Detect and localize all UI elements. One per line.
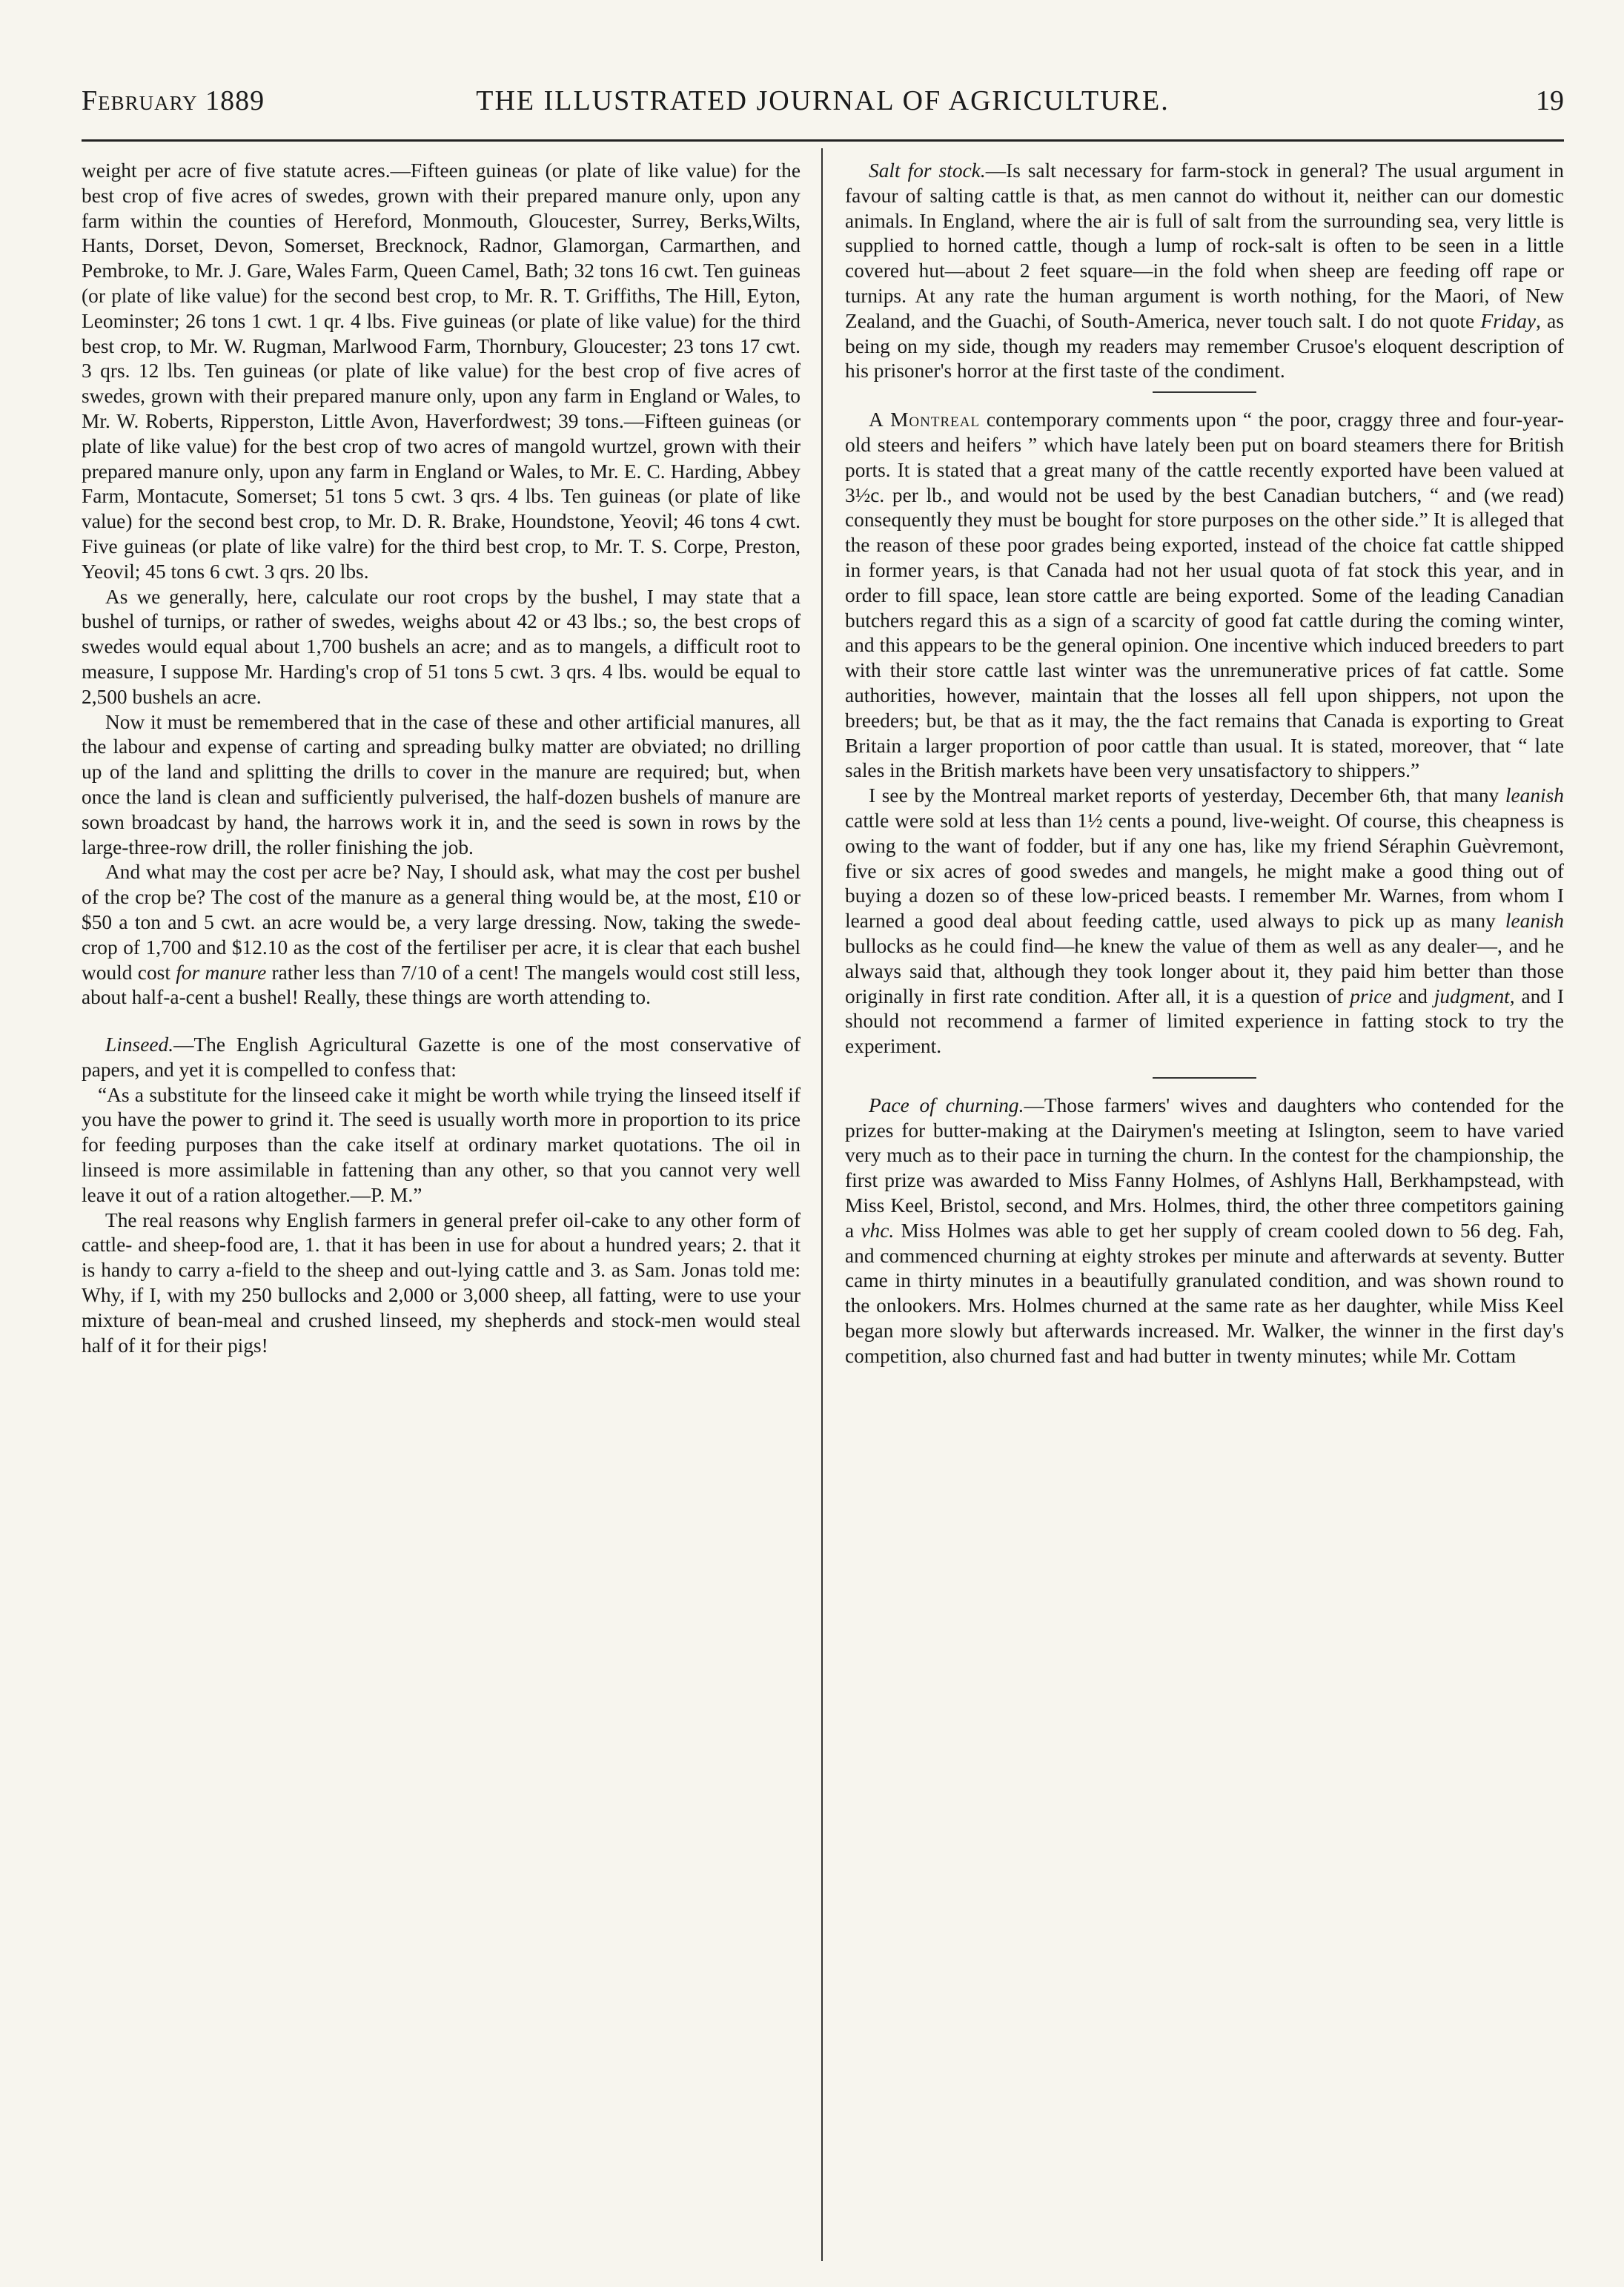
market-text-d: and [1391,984,1434,1007]
salt-text-b: , as being on my side, though my readers may remember Crusoe's eloquent description of his prisoner's horror at the first taste of the condiment. [845,309,1564,383]
header-date: February 1889 [82,85,265,116]
column-divider [821,148,823,2261]
cost-text-a: And what may the cost per acre be? Nay, I should ask, what may the cost per bushel of the crop be? The cost of the manure as a general thing would be, at the most, £10 or $50 a ton and 5 cwt. an acre would be, a very large dressing. Now, taking the swede-crop of 1,700 and $12.10 as the cost of the fertiliser per acre, it is clear that each bushel would cost [82,861,801,984]
page-number: 19 [1536,85,1564,116]
cost-emphasis: for manure [176,961,267,984]
churning-text-b: Miss Holmes was able to get her supply of cream cooled down to 56 deg. Fah, and commenced churning at eighty strokes per minute and afterwards at seventy. Butter came in thirty minutes in a beautifully granulated condition, and was shown round to the onlookers. Mrs. Holmes churned at the same rate as her daughter, while Miss Keel began more slowly but afterwards increased. Mr. Walker, the winner in the first day's competition, also churned fast and had butter in twenty minutes; while Mr. Cottam [845,1219,1564,1367]
market-emphasis-1: leanish [1505,784,1564,807]
section-separator [1153,391,1256,393]
market-text-e: , and I should not recommend a farmer of limited experience in fatting stock to try the experiment. [845,984,1564,1058]
linseed-quote: “As a substitute for the linseed cake it might be worth while trying the linseed itself if you have the power to grind it. The seed is usually worth more in proportion to its price for feeding purposes than the cake itself at ordinary market quotations. The oil in linseed is more assimilable in fattening than any other, so that you cannot very well leave it out of a ration altogether.—P. M.” [82,1083,801,1206]
linseed-paragraph [82,1033,801,1083]
churning-heading: Pace of churning. [869,1093,1024,1116]
salt-paragraph [845,159,1564,384]
cost-text-b: rather less than 7/10 of a cent! The mangels would cost still less, about half-a-cent a bushel! Really, these things are worth attending to. [82,961,801,1009]
churning-emphasis: vhc. [861,1219,895,1242]
linseed-text: —The English Agricultural Gazette is one of the most conservative of papers, and yet it is compelled to confess that: [82,1033,801,1081]
salt-text-a: —Is salt necessary for farm-stock in general? The usual argument in favour of salting cattle is that, as men cannot do without it, neither can our domestic animals. In England, where the air is full of salt from the surrounding sea, very little is supplied to horned cattle, though a lump of rock-salt is often to be seen in a little covered hut—about 2 feet square—in the fold when sheep are feeding off rape or turnips. At any rate the human argument is worth nothing, for the Maori, of New Zealand, and the Guachi, of South-America, never touch salt. I do not quote [845,159,1565,332]
churning-text-a: —Those farmers' wives and daughters who contended for the prizes for butter-making at the Dairymen's meeting at Islington, seem to have varied very much as to their pace in turning the churn. In the contest for the championship, the first prize was awarded to Miss Fanny Holmes, of Ashlyns Hall, Berkhampstead, with Miss Keel, Bristol, second, and Mrs. Holmes, third, the other three competitors gaining a [845,1093,1564,1242]
header-rule [82,139,1564,142]
churning-paragraph [845,1093,1564,1369]
market-emphasis-2: leanish [1505,910,1564,933]
montreal-lead: A Montreal [869,408,981,431]
journal-page [82,71,1564,2266]
bushel-paragraph: As we generally, here, calculate our root crops by the bushel, I may state that a bushel of turnips, or rather of swedes, weighs about 42 or 43 lbs.; so, the best crops of swedes would equal about 1,700 bushels an acre; and as to mangels, a difficult root to measure, I suppose Mr. Harding's crop of 51 tons 5 cwt. 3 qrs. 4 lbs. would be equal to 2,500 bushels an acre. [82,585,801,708]
linseed-heading: Linseed. [105,1033,174,1056]
prize-list-paragraph: weight per acre of five statute acres.—Fifteen guineas (or plate of like value) for the best crop of five acres of swedes, grown with their prepared manure only, upon any farm within the counties of Hereford, Monmouth, Gloucester, Surrey, Berks,Wilts, Hants, Dorset, Devon, Somerset, Brecknock, Radnor, Glamorgan, Carmarthen, and Pembroke, to Mr. J. Gare, Wales Farm, Queen Camel, Bath; 32 tons 16 cwt. Ten guineas (or plate of like value) for the second best crop, to Mr. R. T. Griffiths, The Hill, Eyton, Leominster; 26 tons 1 cwt. 1 qr. 4 lbs. Five guineas (or plate of like value) for the third best crop, to Mr. W. Rugman, Marlwood Farm, Thornbury, Gloucester; 23 tons 17 cwt. 3 qrs. 12 lbs. Ten guineas (or plate of like value) for the best crop of five acres of swedes, grown with their prepared manure only, upon any farm in England or Wales, to Mr. W. Roberts, Ripperston, Little Avon, Haverfordwest; 39 tons.—Fifteen guineas (or plate of like value) for the best crop of two acres of mangold wurtzel, grown with their prepared manure only, upon any farm in England or Wales, to Mr. E. C. Harding, Abbey Farm, Montacute, Somerset; 51 tons 5 cwt. 3 qrs. 4 lbs. Ten guineas (or plate of like value) for the second best crop, to Mr. D. R. Brake, Houndstone, Yeovil; 46 tons 4 cwt. Five guineas (or plate of like valre) for the third best crop, to Mr. T. S. Corpe, Preston, Yeovil; 45 tons 6 cwt. 3 qrs. 20 lbs. [82,159,801,583]
manure-paragraph: Now it must be remembered that in the case of these and other artificial manures, all the labour and expense of carting and spreading bulky matter are obviated; no drilling up of the land and splitting the drills to cover in the manure are required; but, when once the land is clean and sufficiently pulverised, the half-dozen bushels of manure are sown broadcast by hand, the harrows work it in, and the seed is sown in rows by the large-three-row drill, the roller finishing the job. [82,710,801,858]
left-column [82,159,801,1358]
running-header [82,71,1564,130]
montreal-text: contemporary comments upon “ the poor, craggy three and four-year-old steers and heifers ” which have lately been put on board steamers there for British ports. It is stated that a great many of the cattle recently exported have been valued at 3½c. per lb., and would not be used by the best Canadian butchers, “ and (we read) consequently they must be bought for store purposes on the other side.” It is alleged that the reason of these poor grades being exported, instead of the choice fat cattle shipped in former years, is that Canada had not her usual quota of fat stock this year, and in order to fill space, lean store cattle are being exported. Some of the leading Canadian butchers regard this as a sign of a scarcity of good fat cattle during the coming winter, and this appears to be the general opinion. One incentive which induced breeders to part with their store cattle last winter was the unremunerative prices of fat cattle. Some authorities, however, maintain that the losses all fell upon shippers, not upon the breeders; but, be that as it may, the the fact remains that Canada is exporting to Great Britain a larger proportion of poor cattle than usual. It is stated, moreover, that “ late sales in the British markets have been very unsatisfactory to shippers.” [845,408,1564,782]
market-text-b: cattle were sold at less than 1½ cents a pound, live-weight. Of course, this cheapness is owing to the want of fodder, but if any one has, like my friend Séraphin Guèvremont, five or six acres of good swedes and mangels, he might make a good thing out of buying a dozen so of these low-priced beasts. I remember Mr. Warnes, from whom I learned a good deal about feeding cattle, used always to pick up as many [845,809,1564,933]
market-text-a: I see by the Montreal market reports of yesterday, December 6th, that many [869,784,1505,807]
market-paragraph [845,784,1564,1059]
market-emphasis-3: price [1350,984,1392,1007]
salt-heading: Salt for stock. [869,159,986,182]
salt-emphasis: Friday [1480,309,1537,332]
journal-title: THE ILLUSTRATED JOURNAL OF AGRICULTURE. [476,85,1170,116]
cost-paragraph [82,860,801,1010]
market-emphasis-4: judgment [1434,984,1510,1007]
montreal-paragraph [845,408,1564,784]
right-column [845,159,1564,1369]
market-text-c: bullocks as he could find—he knew the value of them as well as any dealer—, and he always said that, although they took longer about it, they paid him better than those originally in first rate condition. After all, it is a question of [845,934,1564,1007]
section-separator [1153,1077,1256,1079]
oilcake-paragraph: The real reasons why English farmers in general prefer oil-cake to any other form of cattle- and sheep-food are, 1. that it has been in use for about a hundred years; 2. that it is handy to carry a-field to the sheep and out-lying cattle and 3. as Sam. Jonas told me: Why, if I, with my 250 bullocks and 2,000 or 3,000 sheep, all fatting, were to use your mixture of bean-meal and crushed linseed, my shepherds and stock-men would steal half of it for their pigs! [82,1208,801,1357]
